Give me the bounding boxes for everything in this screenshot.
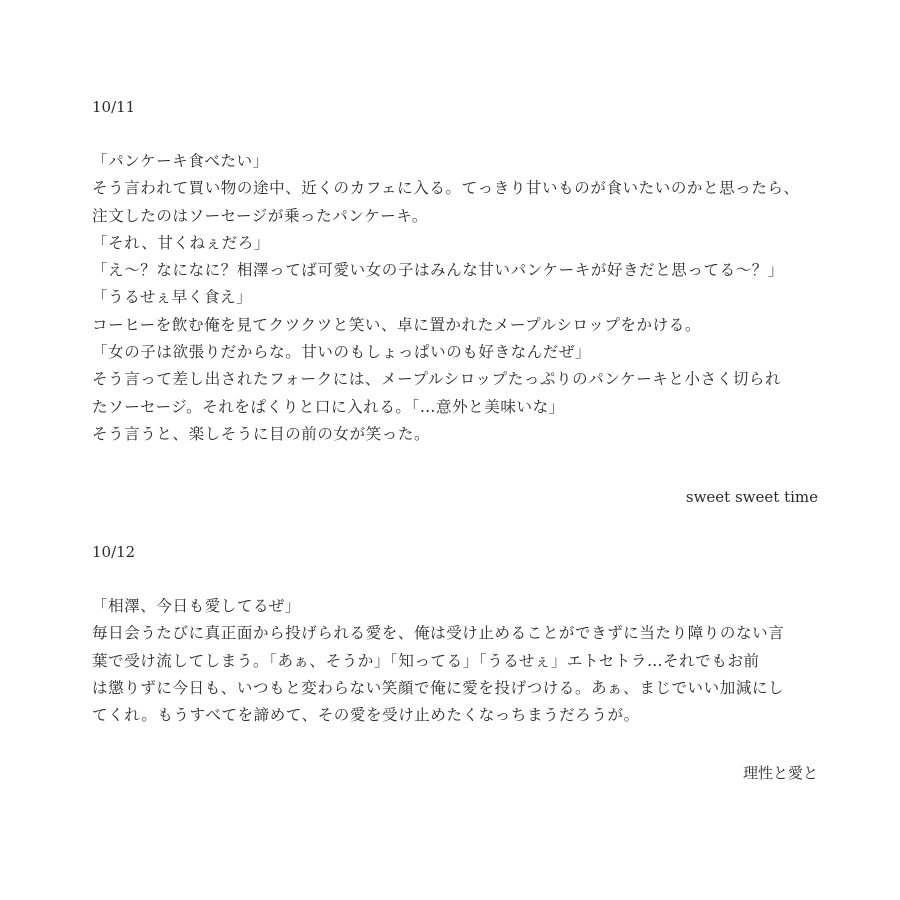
text-line: コーヒーを飲む俺を見てクツクツと笑い、卓に置かれたメープルシロップをかける。 (92, 315, 701, 334)
diary-entry (92, 541, 822, 729)
entry-date: 10/11 (92, 98, 136, 116)
entry-signature: 理性と愛と (742, 764, 818, 782)
text-line: 「それ、甘くねぇだろ」 (92, 233, 271, 252)
text-line: は懲りずに今日も、いつもと変わらない笑顔で俺に愛を投げつける。あぁ、まじでいい加減にし (92, 678, 785, 697)
entry-date: 10/12 (92, 543, 136, 561)
text-line: 毎日会うたびに真正面から投げられる愛を、俺は受け止めることができずに当たり障りのない言 (92, 624, 785, 643)
text-line: そう言って差し出されたフォークには、メープルシロップたっぷりのパンケーキと小さく切られ (92, 370, 782, 389)
diary-entry (92, 96, 822, 448)
text-line: てくれ。もうすべてを諦めて、その愛を受け止めたくなっちまうだろうが。 (92, 706, 640, 725)
text-line: たソーセージ。それをぱくりと口に入れる。「…意外と美味いな」 (92, 397, 565, 416)
text-line: そう言われて買い物の途中、近くのカフェに入る。てっきり甘いものが食いたいのかと思ったら、 (92, 179, 800, 198)
entry-body (92, 593, 822, 729)
text-line: 注文したのはソーセージが乗ったパンケーキ。 (92, 206, 428, 225)
text-line: 「相澤、今日も愛してるぜ」 (92, 597, 301, 615)
entry-signature: sweet sweet time (685, 488, 818, 506)
text-line: そう言うと、楽しそうに目の前の女が笑った。 (92, 424, 431, 443)
entry-body (92, 148, 822, 448)
text-line: 葉で受け流してしまう。「あぁ、そうか」「知ってる」「うるせぇ」エトセトラ…それでもお前 (92, 651, 760, 670)
text-line: 「女の子は欲張りだからな。甘いのもしょっぱいのも好きなんだぜ」 (92, 343, 592, 362)
text-line: 「パンケーキ食べたい」 (92, 152, 269, 170)
text-line: 「え〜？なになに？相澤ってば可愛い女の子はみんな甘いパンケーキが好きだと思ってる〜？」 (92, 261, 784, 280)
text-line: 「うるせぇ早く食え」 (92, 288, 253, 307)
